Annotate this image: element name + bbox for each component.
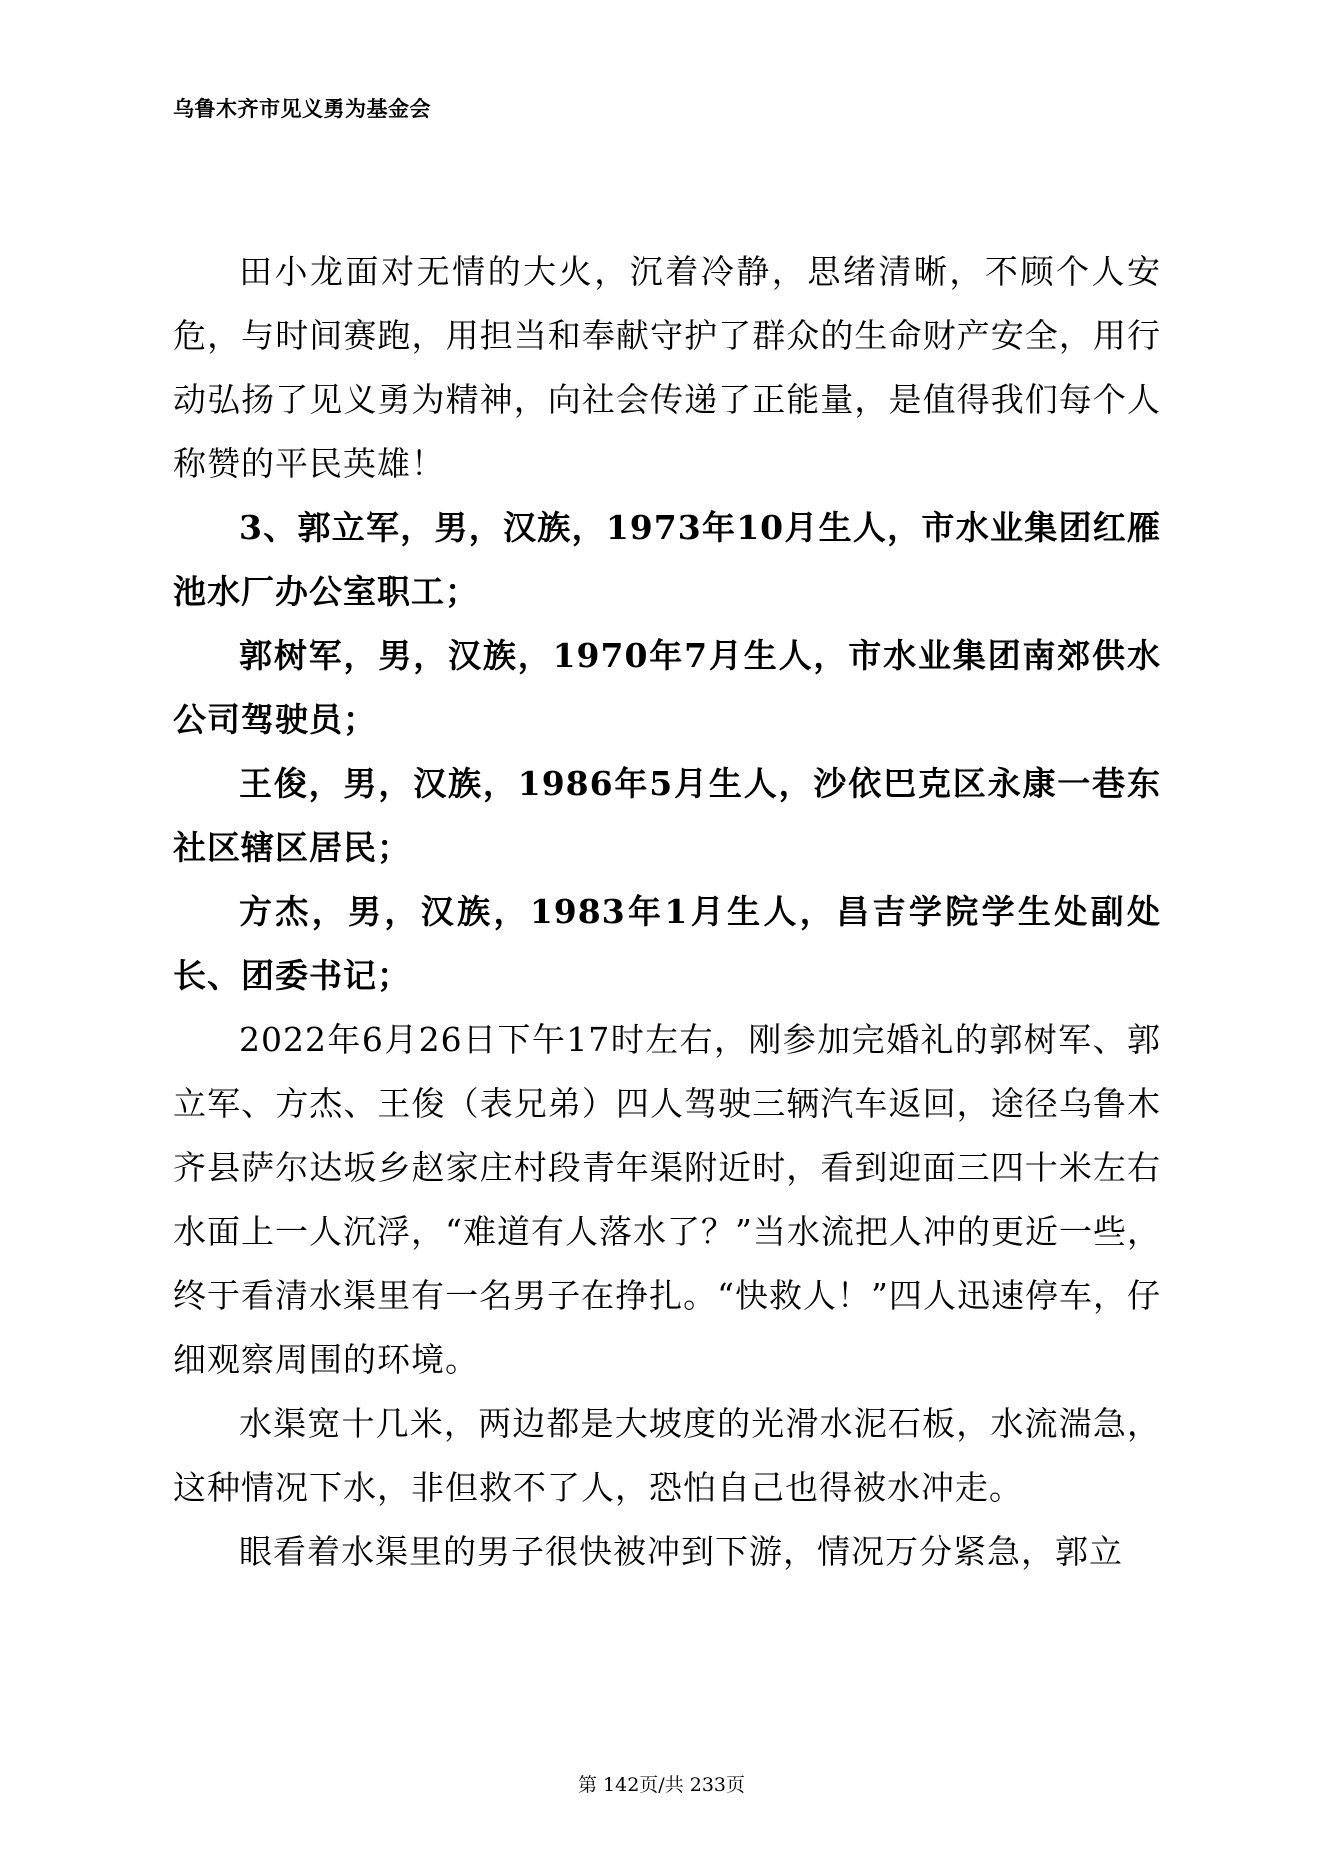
paragraph-guo-shujun-bio: 郭树军，男，汉族，1970年7月生人，市水业集团南郊供水公司驾驶员； [173, 636, 1161, 739]
document-body [173, 240, 1161, 1584]
document-header: 乌鲁木齐市见义勇为基金会 [173, 96, 431, 121]
paragraph-canal-description: 水渠宽十几米，两边都是大坡度的光滑水泥石板，水流湍急，这种情况下水，非但救不了人，恐怕自己也得被水冲走。 [173, 1404, 1161, 1507]
page-number: 第 142页/共 233页 [577, 1774, 745, 1796]
paragraph-guo-lijun-bio: 3、郭立军，男，汉族，1973年10月生人，市水业集团红雁池水厂办公室职工； [173, 508, 1161, 611]
paragraph-fang-jie-bio: 方杰，男，汉族，1983年1月生人，昌吉学院学生处副处长、团委书记； [173, 892, 1161, 995]
paragraph-wang-jun-bio: 王俊，男，汉族，1986年5月生人，沙依巴克区永康一巷东社区辖区居民； [173, 764, 1161, 867]
paragraph-urgent-situation: 眼看着水渠里的男子很快被冲到下游，情况万分紧急，郭立 [239, 1532, 1123, 1571]
paragraph-tian-xiaolong-summary: 田小龙面对无情的大火，沉着冷静，思绪清晰，不顾个人安危，与时间赛跑，用担当和奉献守护了群众的生命财产安全，用行动弘扬了见义勇为精神，向社会传递了正能量，是值得我们每个人称赞的平民英雄！ [173, 252, 1161, 483]
paragraph-incident-narrative: 2022年6月26日下午17时左右，刚参加完婚礼的郭树军、郭立军、方杰、王俊（表兄弟）四人驾驶三辆汽车返回，途径乌鲁木齐县萨尔达坂乡赵家庄村段青年渠附近时，看到迎面三四十米左右水面上一人沉浮，“难道有人落水了？”当水流把人冲的更近一些，终于看清水渠里有一名男子在挣扎。“快救人！”四人迅速停车，仔细观察周围的环境。 [173, 1020, 1161, 1379]
